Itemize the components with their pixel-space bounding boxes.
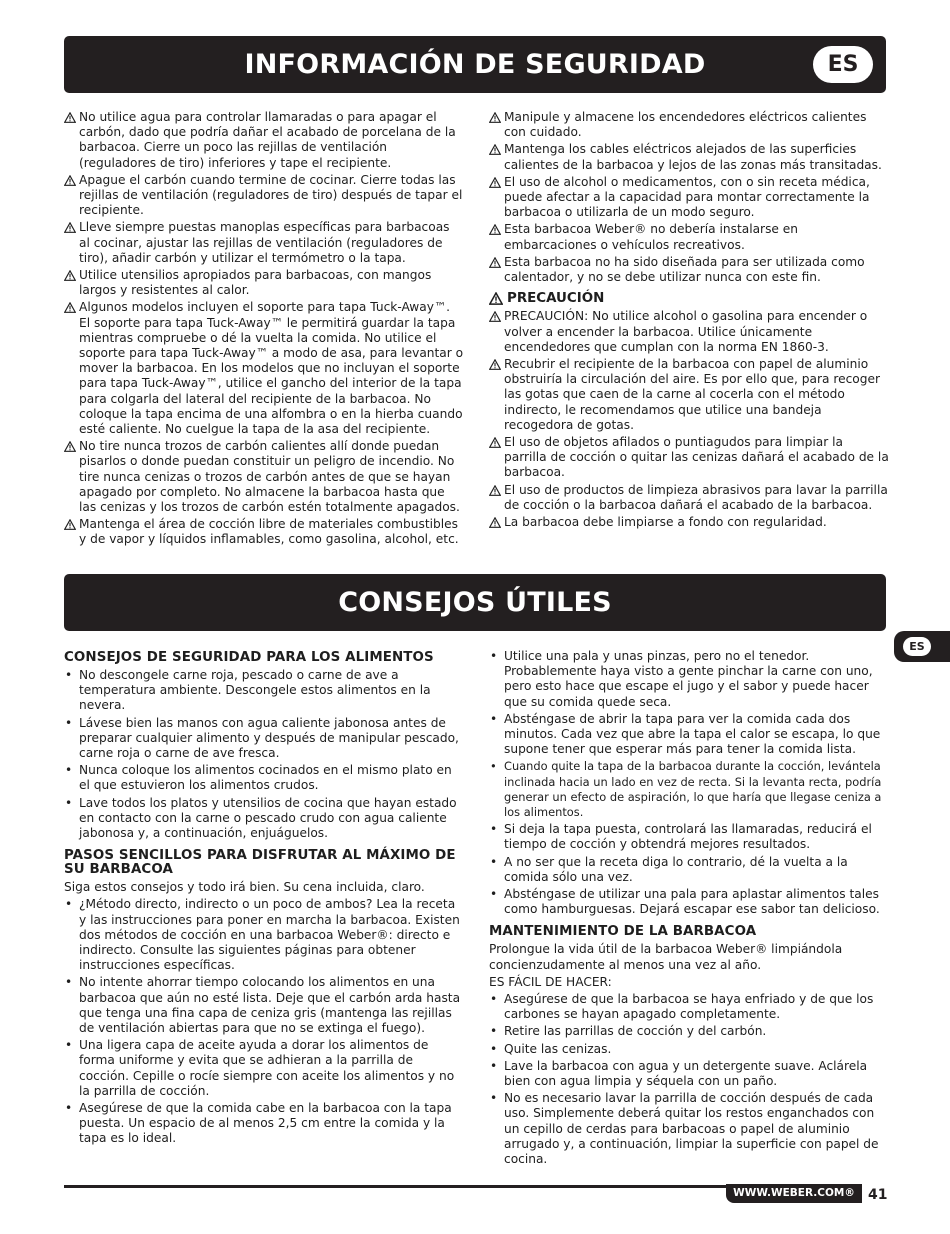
warning-item: El uso de alcohol o medicamentos, con o sin receta médica, puede afectar a la capacidad para montar correctamente la barbacoa o utilizarla de un modo seguro.	[489, 175, 889, 221]
caution-item: El uso de objetos afilados o puntiagudos para limpiar la parrilla de cocción o quitar las cenizas dañará el acabado de la barbacoa.	[489, 435, 889, 481]
list-item: • No es necesario lavar la parrilla de cocción después de cada uso. Simplemente deberá quitar los restos enganchados con un cepillo de cerdas para barbacoas o papel de aluminio arrugado y, a continuación, limpiar la superficie con papel de cocina.	[489, 1091, 889, 1167]
warning-icon	[489, 517, 501, 528]
list-item: • Lave todos los platos y utensilios de cocina que hayan estado en contacto con la carne o pescado crudo con agua caliente jabonosa y, a continuación, enjuáguelos.	[64, 796, 464, 842]
list-item: • Asegúrese de que la barbacoa se haya enfriado y de que los carbones se hayan apagado completamente.	[489, 992, 889, 1022]
warning-icon	[64, 270, 76, 281]
easy-steps-heading: PASOS SENCILLOS PARA DISFRUTAR AL MÁXIMO DE SU BARBACOA	[64, 848, 456, 878]
warning-item: Algunos modelos incluyen el soporte para tapa Tuck-Away™. El soporte para tapa Tuck-Away™ le permitirá guardar la tapa mientras compruebe o dé la vuelta la comida. No utilice el soporte para tapa Tuck-Away™ a modo de asa, para levantar o mover la barbacoa. En los modelos que no incluyan el soporte para tapa Tuck-Away™, utilice el gancho del interior de la tapa para colgarla del lateral del recipiente de la barbacoa. No coloque la tapa encima de una alfombra o en la hierba cuando esté caliente. No cuelgue la tapa de la asa del recipiente.	[64, 300, 464, 437]
list-item: • Si deja la tapa puesta, controlará las llamaradas, reducirá el tiempo de cocción y obtendrá mejores resultados.	[489, 822, 889, 852]
tips-banner	[64, 574, 886, 631]
caution-item: La barbacoa debe limpiarse a fondo con regularidad.	[489, 515, 889, 530]
caution-item: El uso de productos de limpieza abrasivos para lavar la parrilla de cocción o la barbacoa dañará el acabado de la barbacoa.	[489, 483, 889, 513]
warning-item: Manipule y almacene los encendedores eléctricos calientes con cuidado.	[489, 110, 889, 140]
warning-item: Mantenga los cables eléctricos alejados de las superficies calientes de la barbacoa y lejos de las zonas más transitadas.	[489, 142, 889, 172]
warning-icon	[489, 257, 501, 268]
list-item: • Nunca coloque los alimentos cocinados en el mismo plato en el que estuvieron los alimentos crudos.	[64, 763, 464, 793]
tips-left-column	[64, 649, 464, 1149]
warning-icon	[64, 222, 76, 233]
warning-icon	[64, 175, 76, 186]
language-side-tab	[894, 631, 950, 662]
warning-icon	[64, 112, 76, 123]
warning-item: Lleve siempre puestas manoplas específicas para barbacoas al cocinar, ajustar las rejillas de ventilación (reguladores de tiro), añadir carbón y utilizar el termómetro o la tapa.	[64, 220, 464, 266]
warning-icon	[489, 311, 501, 322]
caution-item: Recubrir el recipiente de la barbacoa con papel de aluminio obstruiría la circulación del aire. Es por ello que, para recoger las gotas que caen de la carne al cocerla con el método indirecto, le recomendamos que utilice una bandeja recogedora de gotas.	[489, 357, 889, 433]
safety-left-column	[64, 110, 464, 550]
footer-url[interactable]: WWW.WEBER.COM®	[726, 1184, 862, 1203]
warning-icon	[489, 224, 501, 235]
warning-item: Utilice utensilios apropiados para barbacoas, con mangos largos y resistentes al calor.	[64, 268, 464, 298]
warning-icon	[64, 519, 76, 530]
list-item: • ¿Método directo, indirecto o un poco de ambos? Lea la receta y las instrucciones para poner en marcha la barbacoa. Existen dos métodos de cocción en una barbacoa Weber®: directo e indirecto. Consulte las siguientes páginas para obtener instrucciones específicas.	[64, 897, 464, 973]
warning-item: No tire nunca trozos de carbón calientes allí donde puedan pisarlos o donde puedan constituir un peligro de incendio. No tire nunca cenizas o trozos de carbón antes de que se hayan apagado por completo. No almacene la barbacoa hasta que las cenizas y los trozos de carbón estén totalmente apagados.	[64, 439, 464, 515]
warning-item: Mantenga el área de cocción libre de materiales combustibles y de vapor y líquidos inflamables, como gasolina, alcohol, etc.	[64, 517, 464, 547]
warning-icon	[489, 292, 503, 305]
warning-icon	[64, 441, 76, 452]
warning-icon	[489, 359, 501, 370]
safety-banner	[64, 36, 886, 93]
warning-item: No utilice agua para controlar llamaradas o para apagar el carbón, dado que podría dañar el acabado de porcelana de la barbacoa. Cierre un poco las rejillas de ventilación (reguladores de tiro) inferiores y tape el recipiente.	[64, 110, 464, 171]
warning-icon	[489, 485, 501, 496]
list-item: • Retire las parrillas de cocción y del carbón.	[489, 1024, 889, 1039]
list-item: • Una ligera capa de aceite ayuda a dorar los alimentos de forma uniforme y evita que se adhieran a la parrilla de cocción. Cepille o rocíe siempre con aceite los alimentos y no la parrilla de cocción.	[64, 1038, 464, 1099]
maintenance-heading: MANTENIMIENTO DE LA BARBACOA	[489, 924, 757, 940]
safety-title: INFORMACIÓN DE SEGURIDAD	[244, 49, 706, 80]
maintenance-intro: Prolongue la vida útil de la barbacoa Weber® limpiándola concienzudamente al menos una vez al año.	[489, 942, 843, 972]
warning-item: Apague el carbón cuando termine de cocinar. Cierre todas las rejillas de ventilación (reguladores de tiro) después de tapar el recipiente.	[64, 173, 464, 219]
warning-icon	[489, 144, 501, 155]
caution-heading: PRECAUCIÓN	[489, 291, 889, 306]
caution-item: PRECAUCIÓN: No utilice alcohol o gasolina para encender o volver a encender la barbacoa. Utilice únicamente encendedores que cumplan con la norma EN 1860-3.	[489, 309, 889, 355]
tips-right-column	[489, 649, 889, 1169]
list-item: • A no ser que la receta diga lo contrario, dé la vuelta a la comida sólo una vez.	[489, 855, 889, 885]
list-item: • Asegúrese de que la comida cabe en la barbacoa con la tapa puesta. Un espacio de al menos 2,5 cm entre la comida y la tapa es lo ideal.	[64, 1101, 464, 1147]
easy-steps-intro: Siga estos consejos y todo irá bien. Su cena incluida, claro.	[64, 880, 425, 895]
list-item: • Absténgase de utilizar una pala para aplastar alimentos tales como hamburguesas. Dejará escapar ese sabor tan delicioso.	[489, 887, 889, 917]
list-item: • Absténgase de abrir la tapa para ver la comida cada dos minutos. Cada vez que abre la tapa el calor se escapa, lo que supone tener que esperar más para tener la comida lista.	[489, 712, 889, 758]
list-item: • Lávese bien las manos con agua caliente jabonosa antes de preparar cualquier alimento y después de manipular pescado, carne roja o carne de ave fresca.	[64, 716, 464, 762]
safety-right-column	[489, 110, 889, 532]
warning-icon	[489, 177, 501, 188]
list-item: • No intente ahorrar tiempo colocando los alimentos en una barbacoa que aún no esté lista. Deje que el carbón arda hasta que tenga una fina capa de ceniza gris (mantenga las rejillas de ventilación abiertas para que no se extinga el fuego).	[64, 975, 464, 1036]
maintenance-easy-label: ES FÁCIL DE HACER:	[489, 974, 612, 989]
list-item: • Lave la barbacoa con agua y un detergente suave. Aclárela bien con agua limpia y séquela con un paño.	[489, 1059, 889, 1089]
warning-icon	[489, 112, 501, 123]
language-badge: ES	[813, 46, 873, 83]
list-item: • Utilice una pala y unas pinzas, pero no el tenedor. Probablemente haya visto a gente pinchar la carne con uno, pero esto hace que escape el jugo y el sabor y puede hacer que su comida quede seca.	[489, 649, 889, 710]
list-item: • Quite las cenizas.	[489, 1042, 889, 1057]
language-side-tab-label: ES	[903, 637, 931, 656]
page-number: 41	[868, 1187, 888, 1203]
list-item: • Cuando quite la tapa de la barbacoa durante la cocción, levántela inclinada hacia un lado en vez de recta. Si la levanta recta, podría generar un efecto de aspiración, lo que haría que llegase ceniza a los alimentos.	[489, 759, 889, 820]
warning-item: Esta barbacoa no ha sido diseñada para ser utilizada como calentador, y no se debe utilizar nunca con este fin.	[489, 255, 889, 285]
tips-title: CONSEJOS ÚTILES	[338, 587, 612, 618]
warning-icon	[64, 302, 76, 313]
warning-icon	[489, 437, 501, 448]
warning-item: Esta barbacoa Weber® no debería instalarse en embarcaciones o vehículos recreativos.	[489, 222, 889, 252]
food-safety-heading: CONSEJOS DE SEGURIDAD PARA LOS ALIMENTOS	[64, 650, 434, 665]
list-item: • No descongele carne roja, pescado o carne de ave a temperatura ambiente. Descongele estos alimentos en la nevera.	[64, 668, 464, 714]
